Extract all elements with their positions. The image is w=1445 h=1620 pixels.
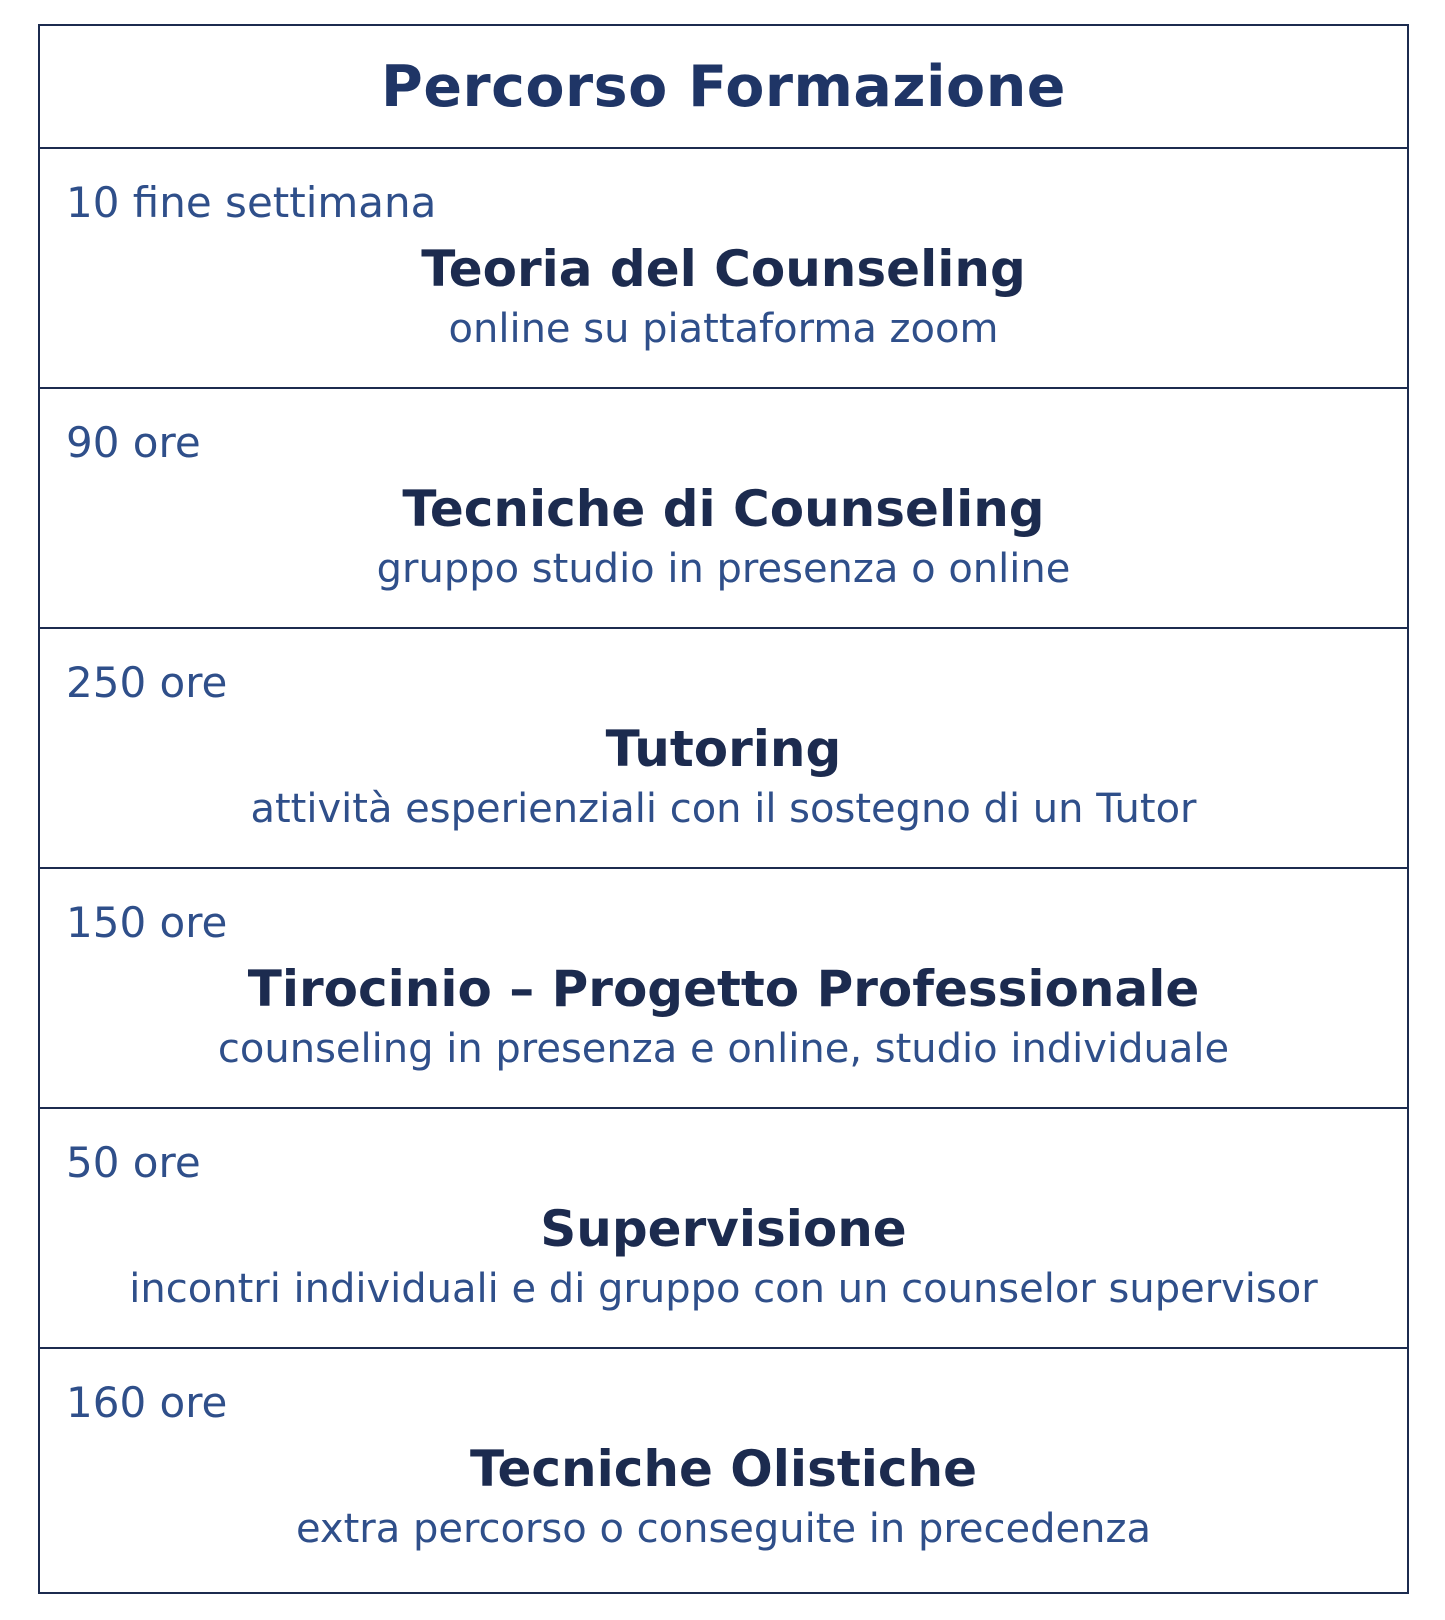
row-heading: Tecniche di Counseling: [402, 480, 1045, 538]
row-duration: 160 ore: [66, 1378, 228, 1427]
row-detail: extra percorso o conseguite in precedenza: [296, 1506, 1151, 1552]
row-duration: 250 ore: [66, 658, 228, 707]
row-heading: Tirocinio – Progetto Professionale: [247, 960, 1200, 1018]
table-row: [40, 629, 1407, 869]
table-row: [40, 1109, 1407, 1349]
row-duration: 150 ore: [66, 898, 228, 947]
row-duration: 90 ore: [66, 418, 201, 467]
table-row: [40, 1349, 1407, 1589]
training-table: [38, 24, 1409, 1594]
table-row: [40, 869, 1407, 1109]
row-duration: 10 fine settimana: [66, 178, 437, 227]
row-heading: Tutoring: [605, 720, 842, 778]
row-detail: counseling in presenza e online, studio individuale: [217, 1026, 1230, 1072]
row-duration: 50 ore: [66, 1138, 201, 1187]
row-heading: Teoria del Counseling: [421, 240, 1026, 298]
table-row: [40, 149, 1407, 389]
page-title: Percorso Formazione: [381, 53, 1066, 120]
table-row: [40, 389, 1407, 629]
title-row: [40, 26, 1407, 149]
row-heading: Supervisione: [540, 1200, 907, 1258]
row-detail: online su piattaforma zoom: [448, 306, 999, 352]
row-detail: attività esperienziali con il sostegno di un Tutor: [250, 786, 1197, 832]
row-detail: gruppo studio in presenza o online: [376, 546, 1071, 592]
row-detail: incontri individuali e di gruppo con un counselor supervisor: [129, 1266, 1318, 1312]
row-heading: Tecniche Olistiche: [469, 1440, 978, 1498]
